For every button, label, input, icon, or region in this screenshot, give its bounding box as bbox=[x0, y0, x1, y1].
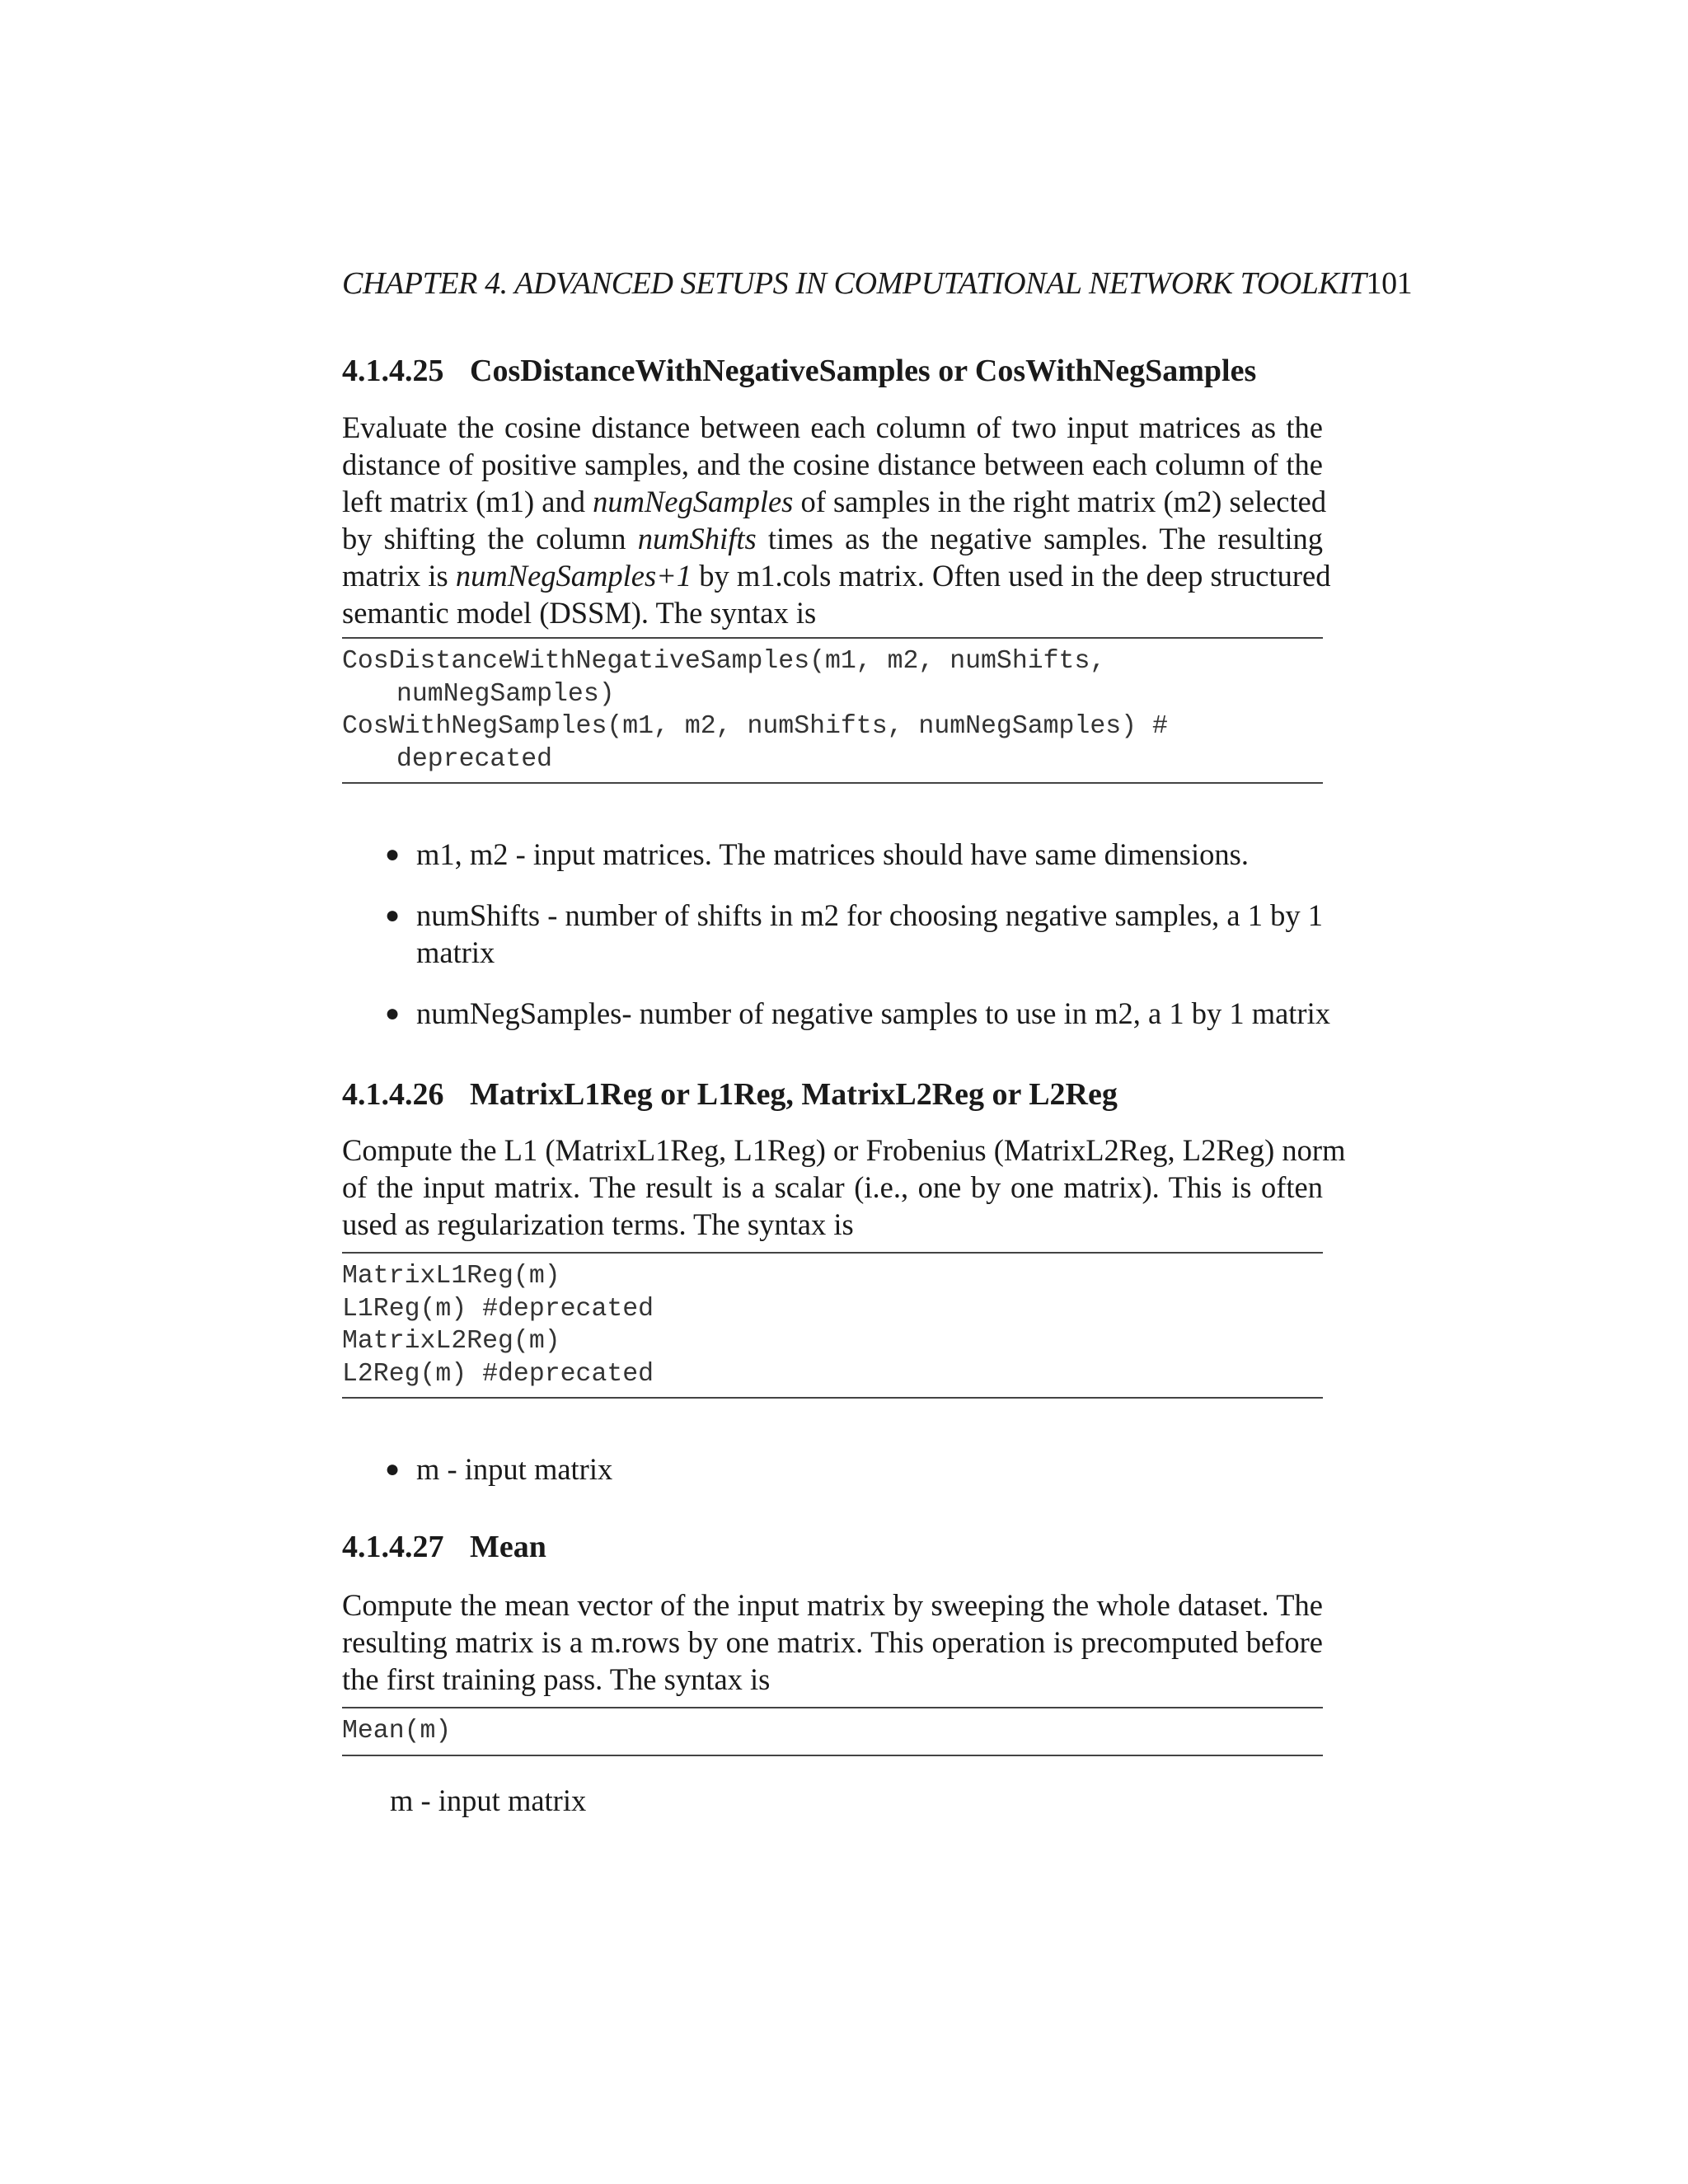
code-line: CosDistanceWithNegativeSamples(m1, m2, numShifts, bbox=[342, 647, 1106, 676]
code-listing bbox=[342, 637, 1323, 784]
paragraph-line bbox=[342, 557, 1331, 594]
list-item bbox=[385, 995, 1330, 1032]
text-run: distance of positive samples, and the cosine distance between each column of the bbox=[342, 448, 1323, 481]
code-listing bbox=[342, 1707, 1323, 1756]
bullet-icon: ● bbox=[385, 1000, 401, 1027]
text-run: left matrix (m1) and bbox=[342, 485, 593, 518]
list-item-text: m - input matrix bbox=[416, 1452, 613, 1486]
paragraph-line bbox=[342, 446, 1323, 483]
list-item-text: numNegSamples- number of negative samples to use in m2, a 1 by 1 matrix bbox=[416, 996, 1330, 1030]
param-name: numShifts bbox=[637, 522, 757, 555]
chapter-title: CHAPTER 4. ADVANCED SETUPS IN COMPUTATIONAL NETWORK TOOLKIT bbox=[342, 266, 1367, 301]
param-name: numNegSamples bbox=[593, 485, 794, 518]
parameter-list bbox=[385, 836, 1330, 1032]
code-line: L1Reg(m) #deprecated bbox=[342, 1294, 654, 1324]
bullet-icon: ● bbox=[385, 1455, 401, 1483]
list-item-text: matrix bbox=[416, 935, 495, 969]
code-line: CosWithNegSamples(m1, m2, numShifts, numNegSamples) # bbox=[342, 712, 1168, 741]
section-title: Mean bbox=[470, 1530, 546, 1564]
section-number: 4.1.4.27 bbox=[342, 1530, 444, 1564]
section-heading-4-1-4-27 bbox=[342, 1529, 546, 1565]
text-run: Evaluate the cosine distance between each column of two input matrices as the bbox=[342, 410, 1323, 444]
code-line: MatrixL2Reg(m) bbox=[342, 1327, 560, 1356]
list-item bbox=[385, 836, 1323, 873]
text-run: by m1.cols matrix. Often used in the deep structured bbox=[692, 559, 1331, 593]
running-head bbox=[342, 265, 1438, 302]
section-paragraph bbox=[342, 409, 1331, 631]
paragraph-line bbox=[342, 520, 1323, 557]
section-heading-4-1-4-26 bbox=[342, 1076, 1118, 1113]
text-run: of samples in the right matrix (m2) selected bbox=[793, 485, 1327, 518]
paragraph-line bbox=[342, 483, 1327, 520]
list-item-text: numShifts - number of shifts in m2 for choosing negative samples, a 1 by 1 bbox=[416, 898, 1323, 932]
list-item-text: m1, m2 - input matrices. The matrices should have same dimensions. bbox=[416, 837, 1249, 871]
list-item bbox=[385, 1451, 1323, 1488]
paragraph-line bbox=[342, 409, 1323, 446]
paragraph-line bbox=[342, 594, 1323, 631]
text-run: semantic model (DSSM). The syntax is bbox=[342, 596, 817, 630]
section-title: CosDistanceWithNegativeSamples or CosWithNegSamples bbox=[470, 354, 1257, 388]
bullet-icon: ● bbox=[385, 902, 401, 929]
paragraph-line: used as regularization terms. The syntax is bbox=[342, 1207, 854, 1241]
code-line: Mean(m) bbox=[342, 1717, 452, 1746]
paragraph-line: resulting matrix is a m.rows by one matrix. This operation is precomputed before bbox=[342, 1625, 1323, 1659]
section-title: MatrixL1Reg or L1Reg, MatrixL2Reg or L2Reg bbox=[470, 1077, 1118, 1112]
section-number: 4.1.4.26 bbox=[342, 1077, 444, 1112]
parameter-list bbox=[385, 1451, 1323, 1488]
text-run: times as the negative samples. The resulting bbox=[756, 522, 1323, 555]
text-run: matrix is bbox=[342, 559, 456, 593]
paragraph-line: Compute the L1 (MatrixL1Reg, L1Reg) or Frobenius (MatrixL2Reg, L2Reg) norm bbox=[342, 1133, 1346, 1167]
paragraph-line: of the input matrix. The result is a scalar (i.e., one by one matrix). This is often bbox=[342, 1170, 1323, 1204]
code-line: deprecated bbox=[396, 744, 553, 774]
section-number: 4.1.4.25 bbox=[342, 354, 444, 388]
code-listing bbox=[342, 1252, 1323, 1399]
parameter-description: m - input matrix bbox=[390, 1783, 587, 1817]
code-line: numNegSamples) bbox=[396, 679, 615, 709]
paragraph-line: the first training pass. The syntax is bbox=[342, 1662, 771, 1696]
paragraph-line: Compute the mean vector of the input matrix by sweeping the whole dataset. The bbox=[342, 1588, 1323, 1622]
section-heading-4-1-4-25 bbox=[342, 353, 1256, 389]
list-item bbox=[385, 897, 1323, 971]
code-line: MatrixL1Reg(m) bbox=[342, 1262, 560, 1291]
param-name: numNegSamples+1 bbox=[455, 559, 692, 593]
page-number: 101 bbox=[1366, 266, 1413, 301]
section-paragraph bbox=[342, 1132, 1346, 1243]
section-paragraph bbox=[342, 1586, 1323, 1698]
text-run: by shifting the column bbox=[342, 522, 638, 555]
bullet-icon: ● bbox=[385, 841, 401, 868]
code-line: L2Reg(m) #deprecated bbox=[342, 1359, 654, 1389]
